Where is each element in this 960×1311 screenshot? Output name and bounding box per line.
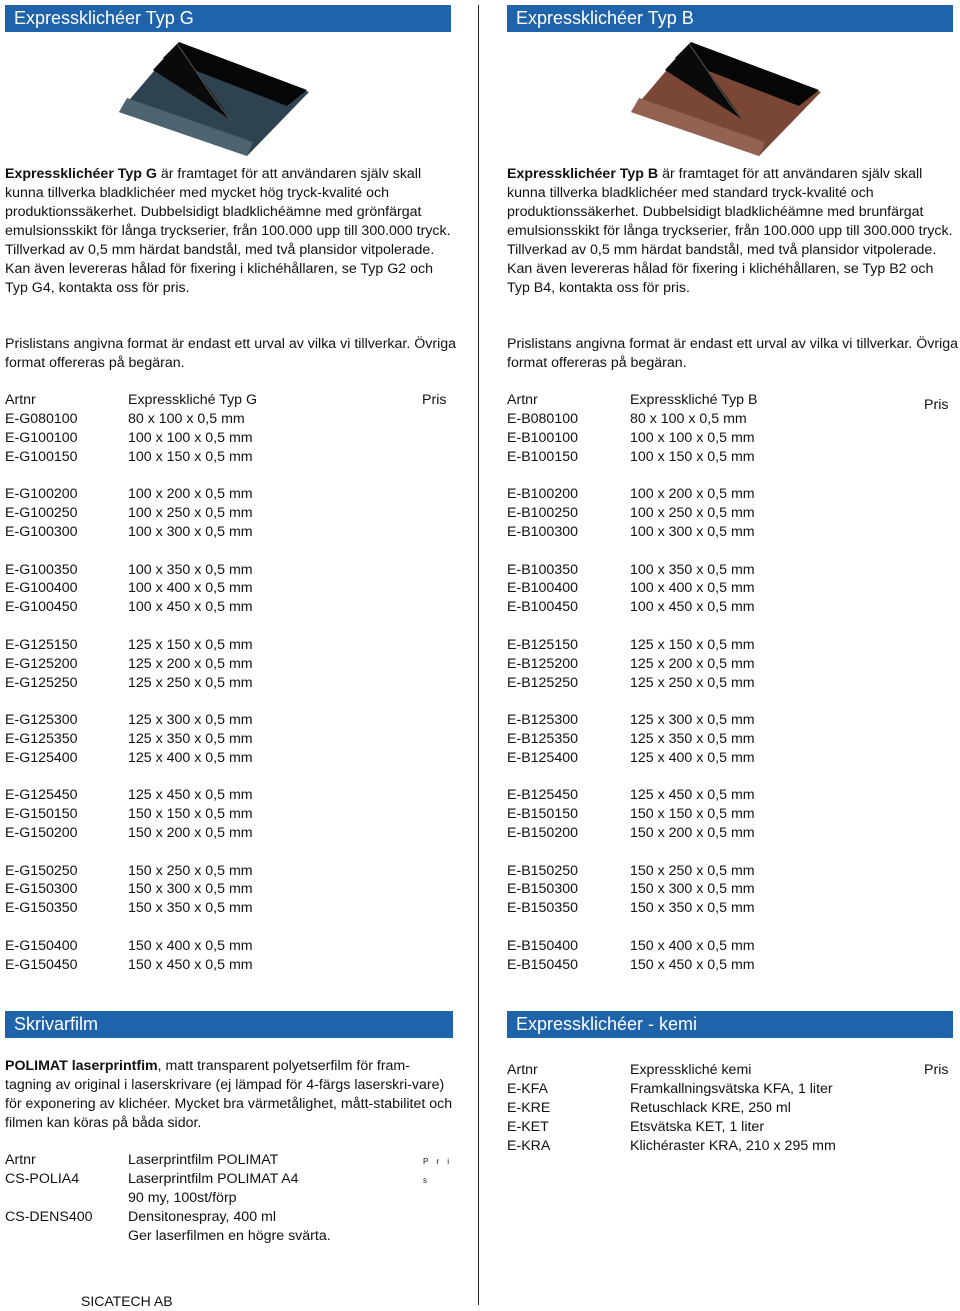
product-cell: 100 x 350 x 0,5 mm (630, 561, 755, 578)
row-group (507, 485, 955, 542)
product-cell: 150 x 400 x 0,5 mm (128, 937, 253, 954)
artnr-cell: E-B100350 (507, 561, 578, 578)
table-row (507, 730, 955, 749)
product-cell: 125 x 350 x 0,5 mm (128, 730, 253, 747)
table-row (5, 636, 453, 655)
typ-g-plate-image (113, 40, 319, 160)
artnr-cell: E-B150350 (507, 900, 578, 917)
table-row (5, 1227, 453, 1246)
artnr-cell: E-G150350 (5, 900, 78, 917)
kemi-header: Expressklichéer - kemi (507, 1011, 953, 1038)
artnr-cell: E-G100250 (5, 505, 78, 522)
artnr-cell: E-B150300 (507, 881, 578, 898)
table-row (5, 937, 453, 956)
artnr-cell: E-G100350 (5, 561, 78, 578)
table-row (5, 880, 453, 899)
row-group (5, 636, 453, 693)
col-product: Expresskliché kemi (630, 1062, 752, 1078)
table-row (507, 880, 955, 899)
typ-b-table (507, 391, 955, 975)
typ-b-note: Prislistans angivna format är endast ett urval av vilka vi tillverkar. Övriga format offereras på begäran. (507, 336, 959, 371)
product-cell: Klichéraster KRA, 210 x 295 mm (630, 1137, 836, 1154)
artnr-cell: E-G125400 (5, 749, 78, 766)
typ-g-table-header (5, 391, 453, 410)
row-group (507, 410, 955, 467)
col-artnr: Artnr (5, 392, 36, 408)
table-row (507, 523, 955, 542)
artnr-cell: E-B125200 (507, 655, 578, 672)
table-row (507, 504, 955, 523)
product-cell: 125 x 450 x 0,5 mm (128, 787, 253, 804)
kemi-table (507, 1061, 955, 1156)
product-cell: 150 x 350 x 0,5 mm (128, 900, 253, 917)
row-group (507, 561, 955, 618)
artnr-cell: E-B150400 (507, 937, 578, 954)
artnr-cell: CS-POLIA4 (5, 1171, 80, 1187)
table-row (5, 429, 453, 448)
product-cell: 150 x 200 x 0,5 mm (128, 825, 253, 842)
product-cell: 125 x 200 x 0,5 mm (630, 655, 755, 672)
row-group (5, 862, 453, 919)
table-row (5, 730, 453, 749)
artnr-cell: E-G100300 (5, 524, 78, 541)
table-row (507, 636, 955, 655)
typ-b-plate-image (625, 40, 831, 160)
footer-company: SICATECH AB (81, 1293, 173, 1309)
table-row (507, 805, 955, 824)
table-row (507, 485, 955, 504)
product-cell: 100 x 150 x 0,5 mm (128, 448, 253, 465)
product-cell: 100 x 450 x 0,5 mm (128, 599, 253, 616)
skrivarfilm-table (5, 1151, 453, 1246)
artnr-cell: E-B150200 (507, 825, 578, 842)
product-cell: 150 x 200 x 0,5 mm (630, 825, 755, 842)
artnr-cell: E-B100250 (507, 505, 578, 522)
artnr-cell: E-G150300 (5, 881, 78, 898)
product-cell: 80 x 100 x 0,5 mm (630, 411, 747, 427)
product-cell: 100 x 100 x 0,5 mm (630, 429, 755, 446)
row-group (507, 786, 955, 843)
row-group (5, 410, 453, 467)
product-cell: 125 x 150 x 0,5 mm (630, 636, 755, 653)
table-row (5, 1170, 453, 1189)
row-group (5, 937, 453, 975)
artnr-cell: E-G150250 (5, 862, 78, 879)
table-row (5, 711, 453, 730)
product-cell: 100 x 300 x 0,5 mm (128, 524, 253, 541)
table-row (507, 598, 955, 617)
product-cell: 100 x 400 x 0,5 mm (630, 580, 755, 597)
row-group (5, 786, 453, 843)
table-row (5, 655, 453, 674)
skrivarfilm-header: Skrivarfilm (5, 1011, 453, 1038)
product-cell: 150 x 450 x 0,5 mm (630, 956, 755, 973)
artnr-cell: E-G100100 (5, 429, 78, 446)
artnr-cell: E-B150250 (507, 862, 578, 879)
product-cell: 125 x 400 x 0,5 mm (630, 749, 755, 766)
product-cell: 150 x 150 x 0,5 mm (630, 806, 755, 823)
artnr-cell: E-KRA (507, 1137, 551, 1154)
product-cell: 150 x 250 x 0,5 mm (630, 862, 755, 879)
product-cell: Ger laserfilmen en högre svärta. (128, 1227, 331, 1244)
table-row (5, 956, 453, 975)
product-cell: Densitonespray, 400 ml (128, 1208, 276, 1225)
product-cell: 100 x 300 x 0,5 mm (630, 524, 755, 541)
typ-g-table (5, 391, 453, 975)
artnr-cell: E-G125200 (5, 655, 78, 672)
artnr-cell: E-B125150 (507, 636, 578, 653)
table-row (5, 786, 453, 805)
product-cell: 90 my, 100st/förp (128, 1189, 237, 1206)
table-row (507, 674, 955, 693)
artnr-cell: E-B100100 (507, 429, 578, 446)
row-group (507, 862, 955, 919)
product-cell: 100 x 250 x 0,5 mm (630, 505, 755, 522)
col-product: Expresskliché Typ G (128, 392, 258, 408)
table-row (5, 1208, 453, 1227)
artnr-cell: E-G125450 (5, 787, 78, 804)
product-cell: 125 x 400 x 0,5 mm (128, 749, 253, 766)
artnr-cell: E-B125300 (507, 712, 578, 729)
artnr-cell: E-B080100 (507, 411, 578, 427)
product-cell: 125 x 450 x 0,5 mm (630, 787, 755, 804)
artnr-cell: E-B150150 (507, 806, 578, 823)
table-row (5, 674, 453, 693)
table-row (507, 579, 955, 598)
product-cell: 125 x 250 x 0,5 mm (128, 674, 253, 691)
table-row (507, 1118, 955, 1137)
artnr-cell: E-G150200 (5, 825, 78, 842)
table-row (5, 862, 453, 881)
table-row (5, 485, 453, 504)
row-group (507, 636, 955, 693)
table-row (507, 711, 955, 730)
artnr-cell: E-G150450 (5, 956, 78, 973)
col-pris: P r i s (423, 1157, 453, 1185)
row-group (5, 561, 453, 618)
product-cell: 100 x 400 x 0,5 mm (128, 580, 253, 597)
artnr-cell: E-B125400 (507, 749, 578, 766)
typ-g-note: Prislistans angivna format är endast ett urval av vilka vi tillverkar. Övriga format offereras på begäran. (5, 336, 457, 371)
table-row (507, 824, 955, 843)
typ-b-table-header (507, 391, 955, 413)
column-divider (478, 5, 479, 1305)
product-cell: 125 x 250 x 0,5 mm (630, 674, 755, 691)
product-cell: Retuschlack KRE, 250 ml (630, 1099, 791, 1116)
table-row (507, 655, 955, 674)
artnr-cell: E-KFA (507, 1081, 548, 1097)
col-pris: Pris (422, 392, 447, 408)
artnr-cell: E-KRE (507, 1099, 551, 1116)
artnr-cell: E-G080100 (5, 411, 78, 427)
typ-b-description: Expressklichéer Typ B är framtaget för att användaren själv skall kunna tillverka bladklichéer med standard tryck-kvalité och produktionssäkerhet. Dubbelsidigt bladklichéämne med brunfärgat emulsionsskikt för långa tryckserier, från 100.000 upp till 300.000 tryck. Tillverkad av 0,5 mm härdat bandstål, med två plansidor vitpolerade. Kan även levereras hålad för fixering i klichéhållaren, se Typ B2 och Typ B4, kontakta oss för pris. (507, 166, 953, 296)
table-row (507, 1099, 955, 1118)
table-row (507, 899, 955, 918)
col-pris: Pris (924, 1062, 949, 1078)
product-cell: 150 x 250 x 0,5 mm (128, 862, 253, 879)
product-cell: 100 x 450 x 0,5 mm (630, 599, 755, 616)
artnr-cell: E-G150400 (5, 937, 78, 954)
table-row (507, 956, 955, 975)
typ-g-header: Expressklichéer Typ G (5, 5, 451, 32)
typ-b-header: Expressklichéer Typ B (507, 5, 953, 32)
product-cell: 125 x 350 x 0,5 mm (630, 730, 755, 747)
artnr-cell: CS-DENS400 (5, 1208, 93, 1225)
row-group (5, 711, 453, 768)
table-row (5, 448, 453, 467)
product-cell: 150 x 150 x 0,5 mm (128, 806, 253, 823)
product-cell: 150 x 300 x 0,5 mm (630, 881, 755, 898)
table-row (5, 504, 453, 523)
artnr-cell: E-G150150 (5, 806, 78, 823)
product-cell: Laserprintfilm POLIMAT A4 (128, 1171, 299, 1187)
skrivarfilm-description: POLIMAT laserprintfim, matt transparent polyetserfilm för fram-tagning av original i laserskrivare (ej lämpad för 4-färgs laserskri-vare) för exponering av klichéer. Mycket bra värmetålighet, mått-stabilitet och filmen kan köras på båda sidor. (5, 1058, 453, 1131)
table-row (507, 786, 955, 805)
product-cell: 125 x 150 x 0,5 mm (128, 636, 253, 653)
product-cell: 125 x 200 x 0,5 mm (128, 655, 253, 672)
product-cell: 125 x 300 x 0,5 mm (128, 712, 253, 729)
table-row (5, 1189, 453, 1208)
product-cell: 150 x 450 x 0,5 mm (128, 956, 253, 973)
table-row (507, 429, 955, 448)
product-cell: 100 x 150 x 0,5 mm (630, 448, 755, 465)
table-row (5, 899, 453, 918)
table-row (507, 749, 955, 768)
table-row (507, 410, 955, 429)
product-cell: Etsvätska KET, 1 liter (630, 1118, 765, 1135)
col-artnr: Artnr (5, 1152, 36, 1168)
artnr-cell: E-B100400 (507, 580, 578, 597)
table-row (507, 448, 955, 467)
table-row (5, 749, 453, 768)
table-row (507, 1080, 955, 1099)
product-cell: 125 x 300 x 0,5 mm (630, 712, 755, 729)
col-product: Laserprintfilm POLIMAT (128, 1152, 279, 1168)
artnr-cell: E-G125150 (5, 636, 78, 653)
table-row (5, 824, 453, 843)
col-pris: Pris (924, 397, 949, 413)
typ-g-description: Expressklichéer Typ G är framtaget för att användaren själv skall kunna tillverka bladklichéer med mycket hög tryck-kvalité och produktionssäkerhet. Dubbelsidigt bladklichéämne med grönfärgat emulsionsskikt för långa tryckserier, från 100.000 upp till 300.000 tryck. Tillverkad av 0,5 mm härdat bandstål, med två plansidor vitpolerade. Kan även levereras hålad för fixering i klichéhållaren, se Typ G2 och Typ G4, kontakta oss för pris. (5, 166, 451, 296)
artnr-cell: E-G125350 (5, 730, 78, 747)
table-row (5, 579, 453, 598)
artnr-cell: E-B125350 (507, 730, 578, 747)
artnr-cell: E-G100450 (5, 599, 78, 616)
product-cell: Framkallningsvätska KFA, 1 liter (630, 1081, 833, 1097)
row-group (5, 485, 453, 542)
artnr-cell: E-G125250 (5, 674, 78, 691)
artnr-cell: E-B100150 (507, 448, 578, 465)
product-cell: 150 x 350 x 0,5 mm (630, 900, 755, 917)
table-row (507, 561, 955, 580)
col-product: Expresskliché Typ B (630, 392, 758, 408)
col-artnr: Artnr (507, 392, 538, 408)
product-cell: 100 x 200 x 0,5 mm (630, 486, 755, 503)
product-cell: 100 x 350 x 0,5 mm (128, 561, 253, 578)
artnr-cell: E-G100200 (5, 486, 78, 503)
product-cell: 100 x 250 x 0,5 mm (128, 505, 253, 522)
artnr-cell: E-KET (507, 1118, 549, 1135)
col-artnr: Artnr (507, 1062, 538, 1078)
kemi-table-header (507, 1061, 955, 1080)
product-cell: 100 x 200 x 0,5 mm (128, 486, 253, 503)
artnr-cell: E-B125250 (507, 674, 578, 691)
table-row (5, 561, 453, 580)
artnr-cell: E-B125450 (507, 787, 578, 804)
artnr-cell: E-G100150 (5, 448, 78, 465)
artnr-cell: E-B100200 (507, 486, 578, 503)
table-row (507, 862, 955, 881)
artnr-cell: E-B100300 (507, 524, 578, 541)
product-cell: 80 x 100 x 0,5 mm (128, 411, 245, 427)
artnr-cell: E-B150450 (507, 956, 578, 973)
artnr-cell: E-G125300 (5, 712, 78, 729)
row-group (507, 711, 955, 768)
product-cell: 150 x 400 x 0,5 mm (630, 937, 755, 954)
table-row (5, 805, 453, 824)
table-row (5, 410, 453, 429)
table-row (507, 1137, 955, 1156)
table-row (507, 937, 955, 956)
artnr-cell: E-B100450 (507, 599, 578, 616)
product-cell: 150 x 300 x 0,5 mm (128, 881, 253, 898)
product-cell: 100 x 100 x 0,5 mm (128, 429, 253, 446)
table-row (5, 598, 453, 617)
table-row (5, 523, 453, 542)
artnr-cell: E-G100400 (5, 580, 78, 597)
row-group (507, 937, 955, 975)
